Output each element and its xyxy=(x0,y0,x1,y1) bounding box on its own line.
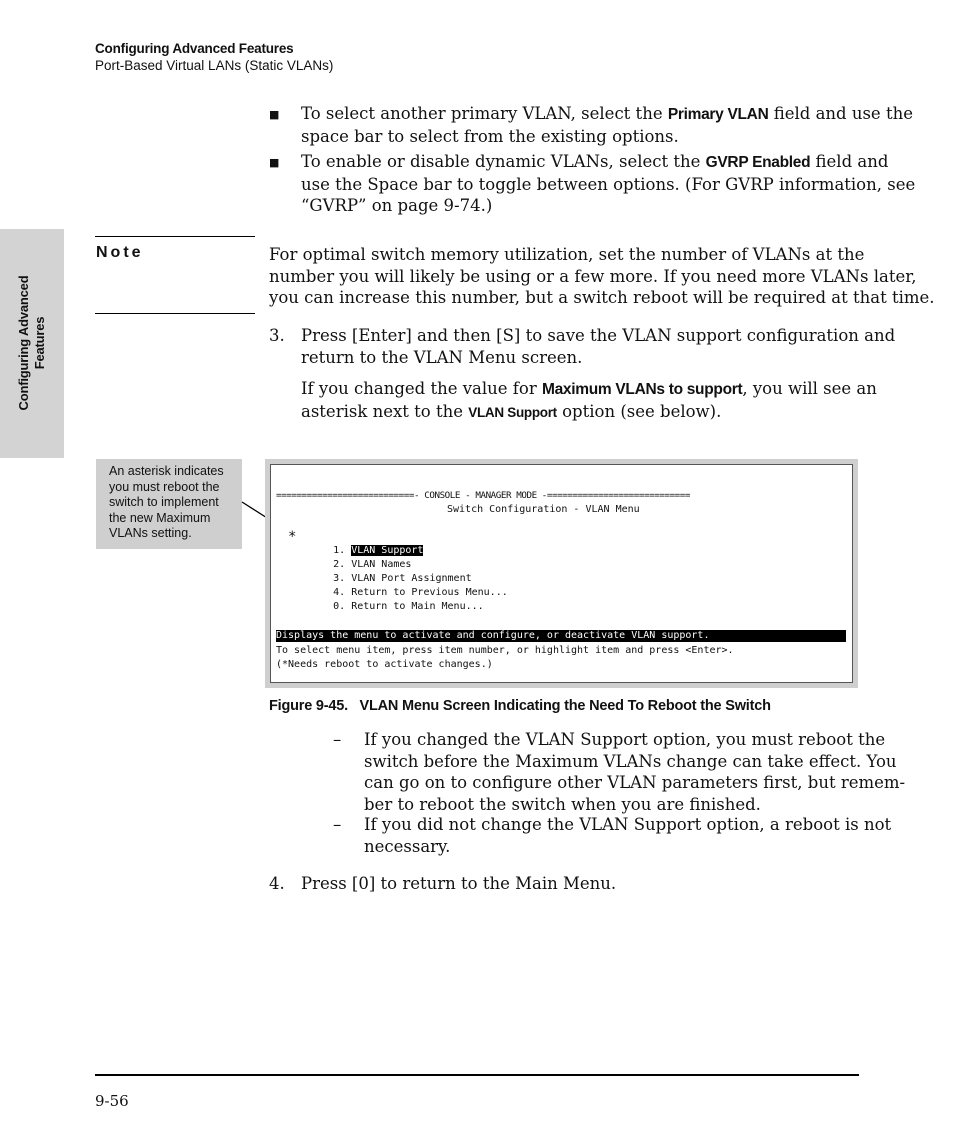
console-screen xyxy=(270,464,853,683)
asterisk-callout: An asterisk indicates you must reboot the switch to implement the new Maximum VLANs setting. xyxy=(96,459,242,549)
console-screenshot-frame xyxy=(265,459,858,688)
console-subtitle: Switch Configuration - VLAN Menu xyxy=(447,504,640,515)
vlan-support-option-ref: VLAN Support xyxy=(468,404,557,420)
reboot-asterisk: * xyxy=(288,529,297,545)
step-number: 4. xyxy=(269,874,285,893)
side-chapter-tab-label: Configuring Advanced Features xyxy=(16,275,47,411)
bullet-marker: ■ xyxy=(269,156,280,169)
note-text: For optimal switch memory utilization, set the number of VLANs at the number you will likely be using or a few more. If you need more VLANs later, you can increase this number, but a switch reboot will be required at that time. xyxy=(269,245,935,307)
console-title-line: ===========================- CONSOLE - MANAGER MODE -============================ xyxy=(276,490,691,501)
console-menu-item-return-previous[interactable]: 4. Return to Previous Menu... xyxy=(333,587,508,598)
step-number: 3. xyxy=(269,326,285,345)
bullet-marker: ■ xyxy=(269,108,280,121)
console-reboot-note: (*Needs reboot to activate changes.) xyxy=(276,659,493,670)
console-status-bar: Displays the menu to activate and configure, or deactivate VLAN support. xyxy=(276,630,846,642)
gvrp-enabled-field-ref: GVRP Enabled xyxy=(705,154,811,171)
dash-marker: – xyxy=(333,730,342,749)
running-header-section: Port-Based Virtual LANs (Static VLANs) xyxy=(95,58,334,73)
step-3-followup: If you changed the value for Maximum VLANs to support, you will see an asterisk next to the VLAN Support option (see below). xyxy=(301,379,877,421)
console-menu-item-vlan-support[interactable]: 1. VLAN Support xyxy=(333,545,424,556)
bullet-primary-vlan: To select another primary VLAN, select the Primary VLAN field and use the space bar to select from the existing options. xyxy=(301,104,913,146)
console-help-line: To select menu item, press item number, or highlight item and press <Enter>. xyxy=(276,645,734,656)
page-number: 9-56 xyxy=(95,1092,129,1110)
sub-item-no-reboot: If you did not change the VLAN Support option, a reboot is not necessary. xyxy=(364,815,892,856)
dash-marker: – xyxy=(333,815,342,834)
note-label: Note xyxy=(96,244,144,261)
step-3-text: Press [Enter] and then [S] to save the VLAN support configuration and return to the VLAN Menu screen. xyxy=(301,326,896,367)
maximum-vlans-field-ref: Maximum VLANs to support xyxy=(541,381,743,398)
console-menu-item-return-main[interactable]: 0. Return to Main Menu... xyxy=(333,601,484,612)
footer-rule xyxy=(95,1074,859,1076)
running-header-chapter: Configuring Advanced Features xyxy=(95,41,294,56)
console-menu-item-vlan-names[interactable]: 2. VLAN Names xyxy=(333,559,412,570)
bullet-gvrp-enabled: To enable or disable dynamic VLANs, select the GVRP Enabled field and use the Space bar to toggle between options. (For GVRP information, see “GVRP” on page 9-74.) xyxy=(301,152,916,215)
primary-vlan-field-ref: Primary VLAN xyxy=(667,106,769,123)
menu-item-highlight: VLAN Support xyxy=(351,545,424,556)
sub-item-reboot-required: If you changed the VLAN Support option, you must reboot the switch before the Maximum VLANs change can take effect. You can go on to configure other VLAN parameters first, but remem- ber to reboot the switch when you are finished. xyxy=(364,730,906,814)
step-4-text: Press [0] to return to the Main Menu. xyxy=(301,874,617,893)
figure-caption: Figure 9-45. VLAN Menu Screen Indicating the Need To Reboot the Switch xyxy=(269,698,771,714)
console-menu-item-vlan-port-assignment[interactable]: 3. VLAN Port Assignment xyxy=(333,573,472,584)
